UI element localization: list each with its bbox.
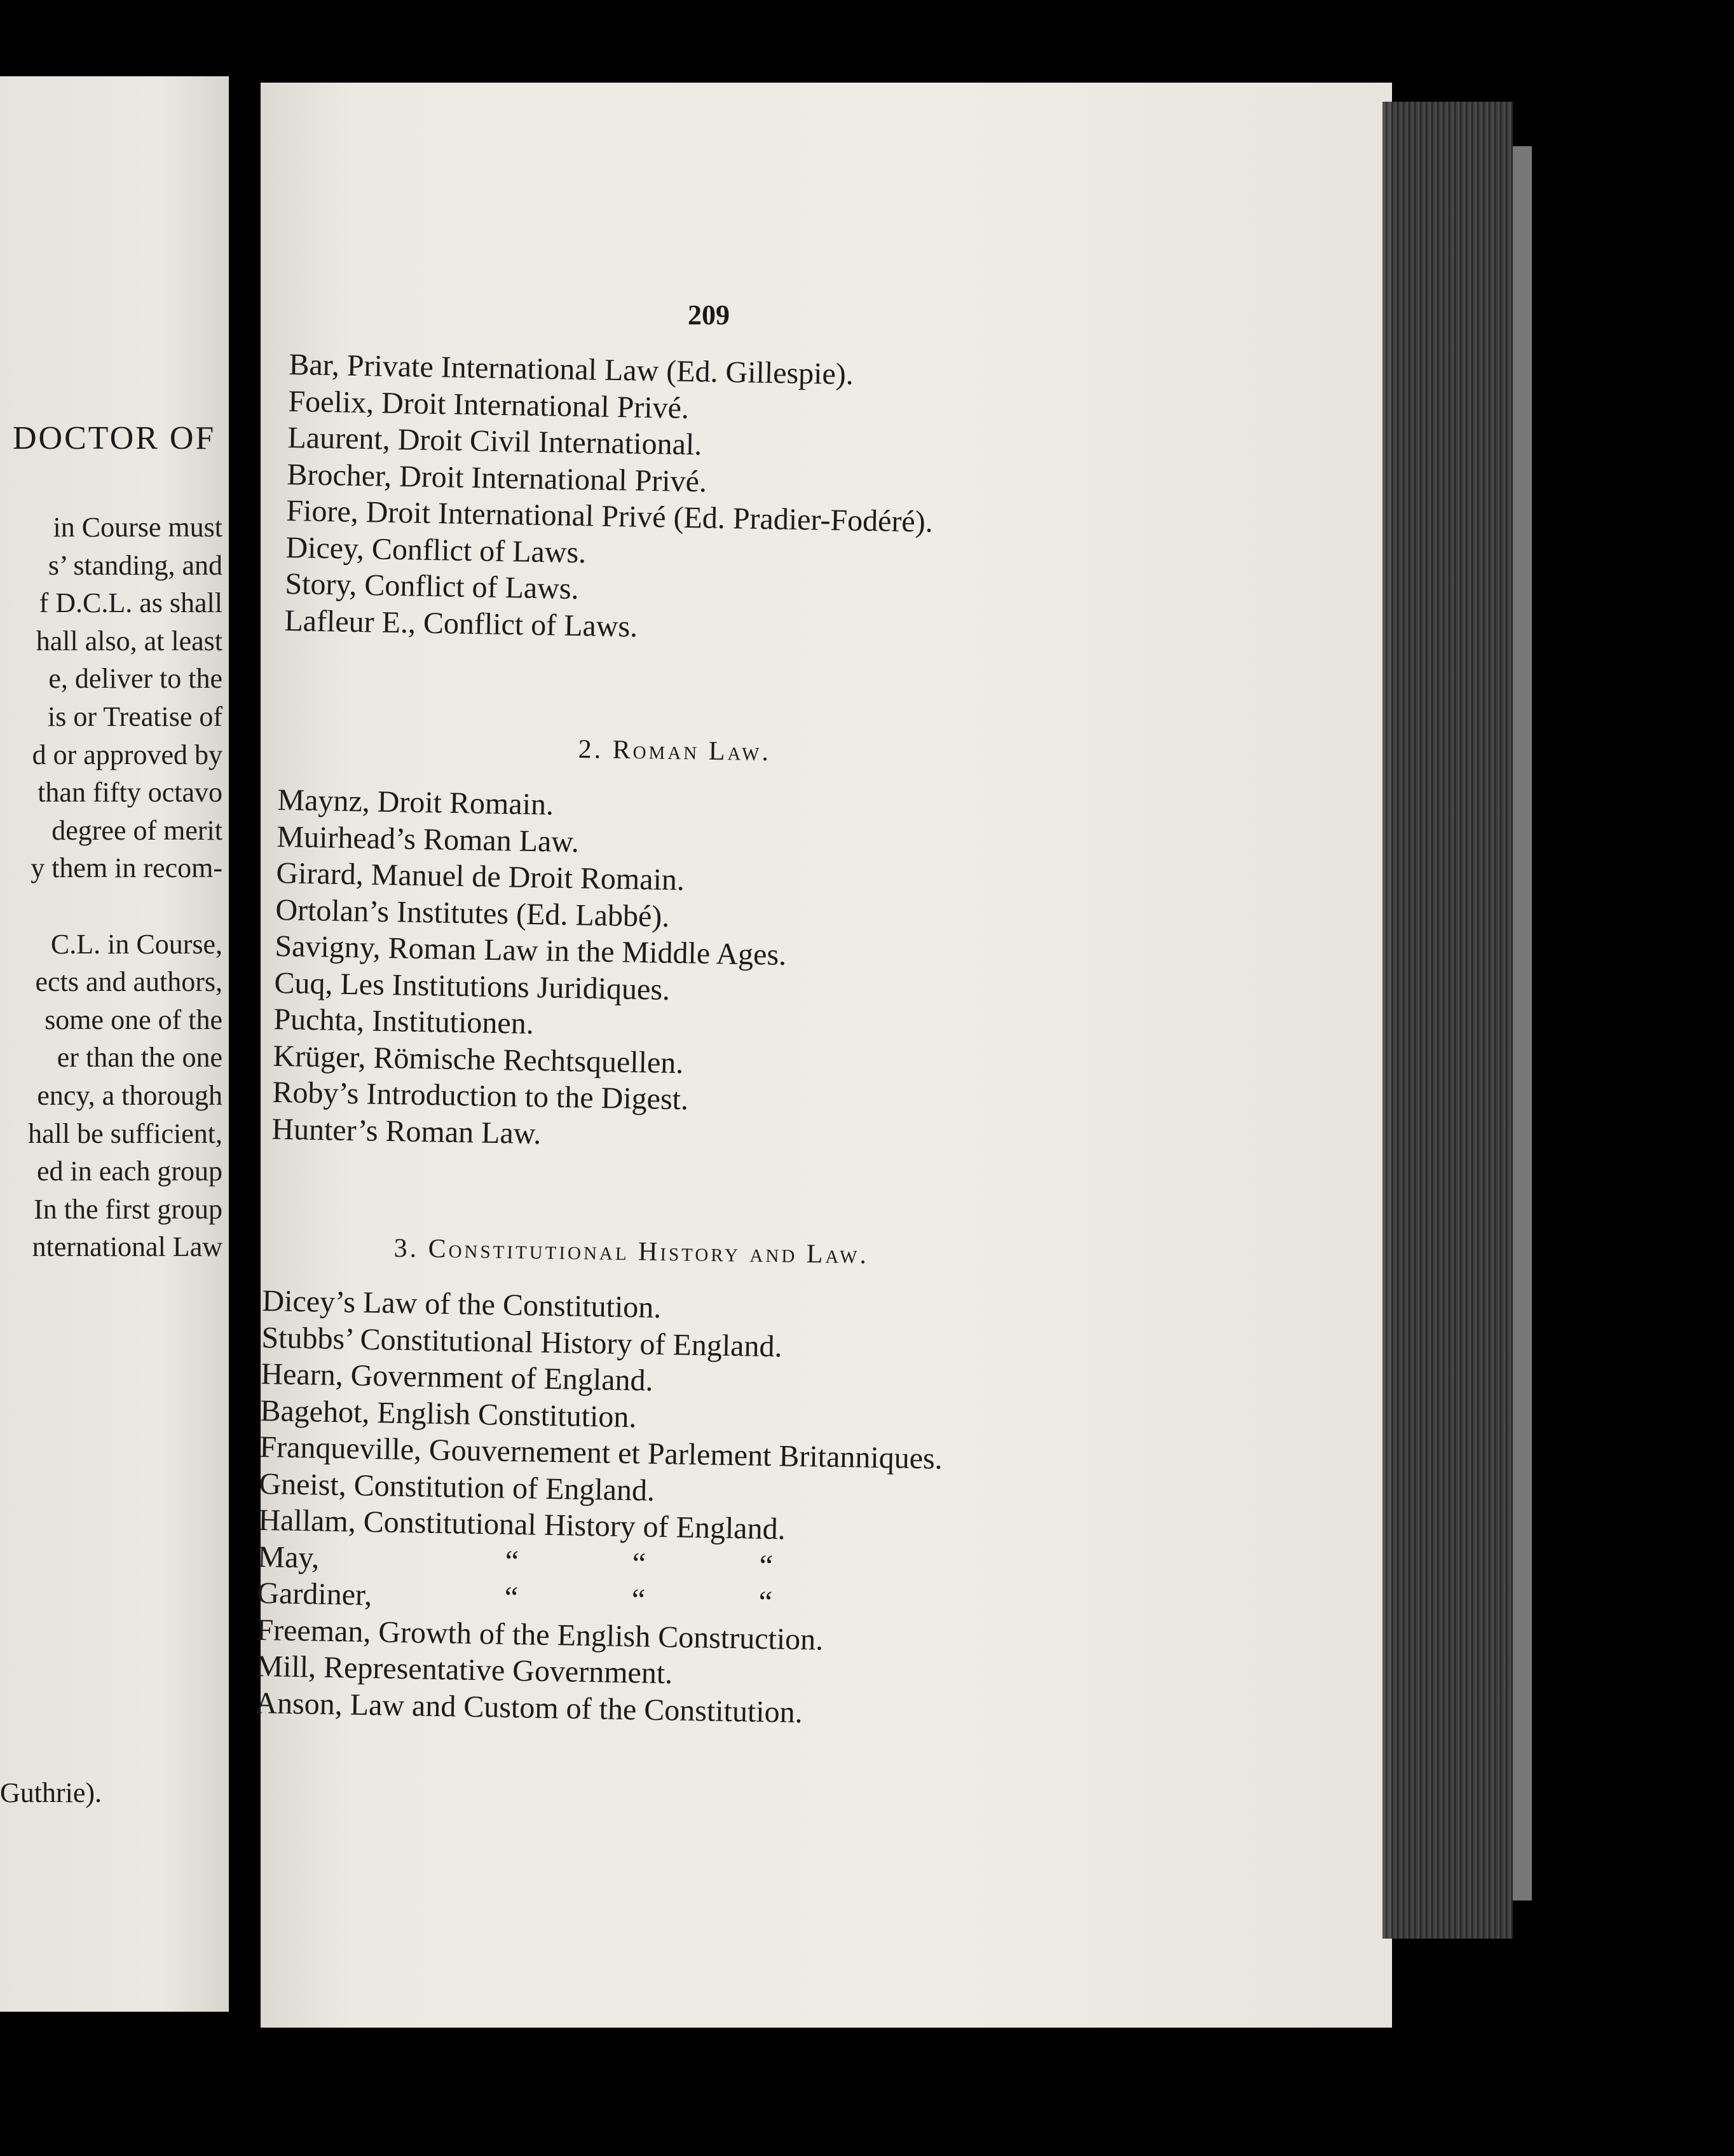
bibliography-entry: Stubbs’ Constitutional History of England. [261, 1320, 782, 1363]
left-page-line: nternational Law [32, 1231, 222, 1263]
book-gutter [229, 70, 261, 2028]
left-page-line: er than the one [57, 1042, 222, 1074]
bibliography-entry: Fiore, Droit International Privé (Ed. Pradier-Fodéré). [286, 493, 934, 539]
bibliography-entry: Story, Conflict of Laws. [285, 566, 580, 606]
ditto-entry-author: Gardiner, [257, 1576, 372, 1613]
left-page-line: degree of merit [51, 814, 222, 846]
ditto-mark: “ [759, 1548, 774, 1583]
bibliography-entry: Puchta, Institutionen. [273, 1002, 535, 1041]
section-2-entries [271, 782, 789, 1156]
bibliography-entry: Dicey, Conflict of Laws. [285, 530, 587, 570]
left-page-line: hall be sufficient, [28, 1117, 222, 1149]
section-2-heading: 2. Roman Law. [578, 734, 772, 767]
bibliography-entry: Hearn, Government of England. [261, 1356, 654, 1398]
bibliography-entry: Franqueville, Gouvernement et Parlement Britanniques. [259, 1429, 943, 1476]
bibliography-entry: Brocher, Droit International Privé. [287, 457, 707, 498]
bibliography-entry: Maynz, Droit Romain. [277, 782, 554, 822]
bibliography-entry: Bagehot, English Constitution. [260, 1393, 637, 1434]
bibliography-entry: Foelix, Droit International Privé. [288, 384, 690, 425]
left-page-line: y them in recom- [31, 852, 222, 884]
left-page-line: C.L. in Course, [50, 928, 222, 960]
ditto-mark: “ [631, 1583, 646, 1617]
bibliography-entry: Anson, Law and Custom of the Constitution. [255, 1686, 803, 1730]
left-page-line: than fifty octavo [38, 777, 222, 808]
section-3-heading: 3. Constitutional History and Law. [393, 1233, 870, 1270]
left-page-line: is or Treatise of [48, 701, 222, 732]
left-page-line: d or approved by [32, 739, 222, 770]
bibliography-entry: Bar, Private International Law (Ed. Gillespie). [289, 347, 854, 392]
bibliography-entry: Savigny, Roman Law in the Middle Ages. [275, 929, 787, 972]
left-page-trailing-text: Guthrie). [0, 1777, 102, 1808]
ditto-mark: “ [505, 1544, 519, 1578]
left-page-line: f D.C.L. as shall [39, 587, 222, 619]
left-page-line: ed in each group [37, 1156, 222, 1187]
ditto-mark: “ [504, 1580, 519, 1615]
left-page-line: ency, a thorough [37, 1080, 222, 1111]
page-block-edge-highlight [1513, 146, 1532, 1900]
left-page-line: In the first group [34, 1193, 222, 1225]
bibliography-entry: Lafleur E., Conflict of Laws. [284, 603, 638, 644]
left-page-line: ects and authors, [35, 966, 222, 998]
bibliography-entry: Dicey’s Law of the Constitution. [262, 1283, 662, 1325]
bibliography-entry: Cuq, Les Institutions Juridiques. [274, 965, 671, 1007]
left-page-line: e, deliver to the [48, 663, 222, 695]
bibliography-entry: Ortolan’s Institutes (Ed. Labbé). [275, 892, 670, 934]
page-number: 209 [688, 299, 730, 331]
bibliography-entry: Hunter’s Roman Law. [271, 1112, 542, 1150]
ditto-entry-author: May, [257, 1539, 320, 1575]
left-page-line: in Course must [53, 512, 222, 543]
bibliography-entry: Krüger, Römische Rechtsquellen. [273, 1039, 684, 1080]
page-block-edge [1382, 102, 1513, 1939]
section-1-entries [284, 346, 936, 650]
bibliography-entry: Gneist, Constitution of England. [259, 1466, 655, 1508]
bibliography-entry: Muirhead’s Roman Law. [276, 819, 580, 859]
bibliography-entry: Freeman, Growth of the English Construction. [256, 1613, 824, 1656]
left-page-line: some one of the [44, 1004, 222, 1035]
left-page-line: hall also, at least [36, 625, 222, 657]
section-3-entries [255, 1283, 945, 1733]
bibliography-entry: Hallam, Constitutional History of England. [258, 1503, 786, 1546]
left-page-line: s’ standing, and [48, 549, 222, 581]
ditto-mark: “ [758, 1585, 773, 1620]
bibliography-entry: Mill, Representative Government. [256, 1649, 673, 1691]
ditto-mark: “ [632, 1546, 646, 1581]
bibliography-entry: Girard, Manuel de Droit Romain. [276, 856, 685, 897]
bibliography-entry: Laurent, Droit Civil International. [287, 420, 702, 462]
left-page [0, 76, 229, 2012]
bibliography-entry: Roby’s Introduction to the Digest. [272, 1075, 689, 1117]
left-page-heading: DOCTOR OF [13, 420, 216, 456]
